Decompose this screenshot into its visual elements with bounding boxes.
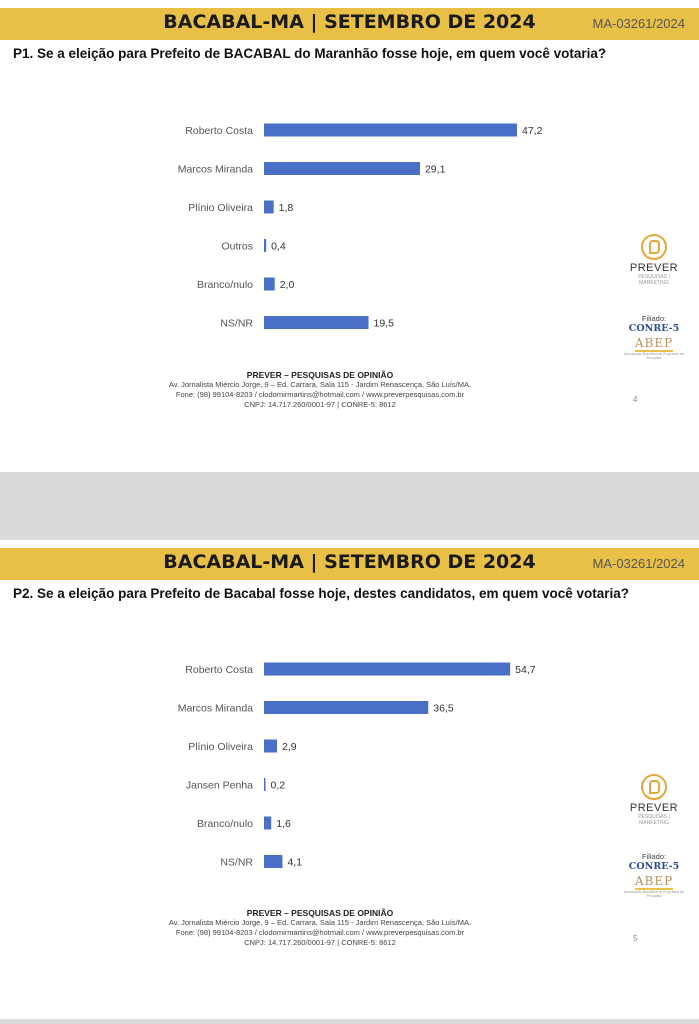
bar <box>264 778 266 791</box>
value-label: 2,0 <box>279 279 295 291</box>
bar <box>264 740 277 753</box>
category-label: Roberto Costa <box>185 125 253 137</box>
abep-logo: ABEP <box>634 874 674 888</box>
value-label: 0,4 <box>271 240 286 253</box>
bar <box>264 701 428 714</box>
value-label: 2,9 <box>282 741 297 753</box>
footer-cnpj: CNPJ: 14.717.260/0001-97 | CONRE-5: 8612 <box>244 400 396 409</box>
category-label: Plínio Oliveira <box>188 741 253 753</box>
bar <box>264 239 266 252</box>
footer <box>120 908 520 948</box>
logo-subtitle: PESQUISAS | MARKETING <box>638 814 670 826</box>
footer-title: PREVER – PESQUISAS DE OPINIÃO <box>246 908 394 918</box>
bar <box>264 663 510 676</box>
bar <box>264 316 369 329</box>
slide-p2 <box>0 540 699 1019</box>
value-label: 1,6 <box>276 818 291 830</box>
category-label: Branco/nulo <box>196 279 253 291</box>
footer-contact: Fone: (98) 99104-8203 / clodomirmartins@hotmail.com / www.preverpesquisas.com.br <box>175 928 465 937</box>
affiliation-block <box>624 314 684 360</box>
abep-logo: ABEP <box>634 336 674 350</box>
header-title: BACABAL-MA | SETEMBRO DE 2024 <box>163 11 536 33</box>
page-number: 4 <box>633 395 638 404</box>
value-label: 29,1 <box>424 163 446 176</box>
prever-logo <box>624 774 684 826</box>
page-number: 5 <box>633 934 638 943</box>
value-label: 4,1 <box>287 856 303 869</box>
question-title: P1. Se a eleição para Prefeito de BACABAL do Maranhão fosse hoje, em quem você votaria? <box>13 46 607 61</box>
affiliation-label: Filiado: <box>641 314 667 323</box>
footer-address: Av. Jornalista Miércio Jorge, 9 – Ed. Carrara, Sala 115 - Jardim Renascença, São Luís/MA. <box>168 918 472 927</box>
slide-p1 <box>0 0 699 472</box>
logo-name: PREVER <box>629 802 679 814</box>
category-label: Marcos Miranda <box>177 702 253 715</box>
value-label: 0,2 <box>270 779 286 792</box>
footer-title: PREVER – PESQUISAS DE OPINIÃO <box>246 370 394 380</box>
value-label: 47,2 <box>521 125 543 137</box>
bar <box>264 201 274 214</box>
bar <box>264 278 275 291</box>
logo-name: PREVER <box>629 262 679 274</box>
bar <box>264 162 420 175</box>
question-title: P2. Se a eleição para Prefeito de Bacabal fosse hoje, destes candidatos, em quem você votaria? <box>13 586 629 601</box>
value-label: 1,8 <box>278 202 294 214</box>
category-label: Marcos Miranda <box>177 163 253 176</box>
affiliation-block <box>624 852 684 898</box>
value-label: 19,5 <box>373 317 394 330</box>
category-label: Roberto Costa <box>185 664 253 676</box>
report-code: MA-03261/2024 <box>592 556 685 571</box>
header-title: BACABAL-MA | SETEMBRO DE 2024 <box>163 551 536 573</box>
category-label: NS/NR <box>220 317 253 330</box>
value-label: 36,5 <box>433 702 454 715</box>
footer-contact: Fone: (98) 99104-8203 / clodomirmartins@hotmail.com / www.preverpesquisas.com.br <box>175 390 465 399</box>
prever-logo-icon <box>641 774 667 800</box>
prever-logo <box>624 234 684 286</box>
bar <box>264 817 271 830</box>
category-label: Plínio Oliveira <box>188 202 253 214</box>
bar <box>264 124 517 137</box>
category-label: Branco/nulo <box>196 818 253 830</box>
logo-subtitle: PESQUISAS | MARKETING <box>638 274 670 286</box>
category-label: NS/NR <box>220 856 253 869</box>
report-code: MA-03261/2024 <box>592 16 685 31</box>
category-label: Jansen Penha <box>185 779 253 792</box>
prever-logo-icon <box>641 234 667 260</box>
conre-logo: CONRE-5 <box>628 861 680 872</box>
conre-logo: CONRE-5 <box>628 323 680 334</box>
category-label: Outros <box>221 240 253 253</box>
footer <box>120 370 520 410</box>
value-label: 54,7 <box>515 664 536 676</box>
affiliation-label: Filiado: <box>641 852 667 861</box>
footer-address: Av. Jornalista Miércio Jorge, 9 – Ed. Carrara, Sala 115 - Jardim Renascença, São Luís/MA. <box>168 380 472 389</box>
abep-subtitle: Associação Brasileira de Empresas de Pesquisa <box>624 352 684 360</box>
bar <box>264 855 282 868</box>
abep-subtitle: Associação Brasileira de Empresas de Pesquisa <box>624 890 684 898</box>
footer-cnpj: CNPJ: 14.717.260/0001-97 | CONRE-5: 8612 <box>244 938 396 947</box>
